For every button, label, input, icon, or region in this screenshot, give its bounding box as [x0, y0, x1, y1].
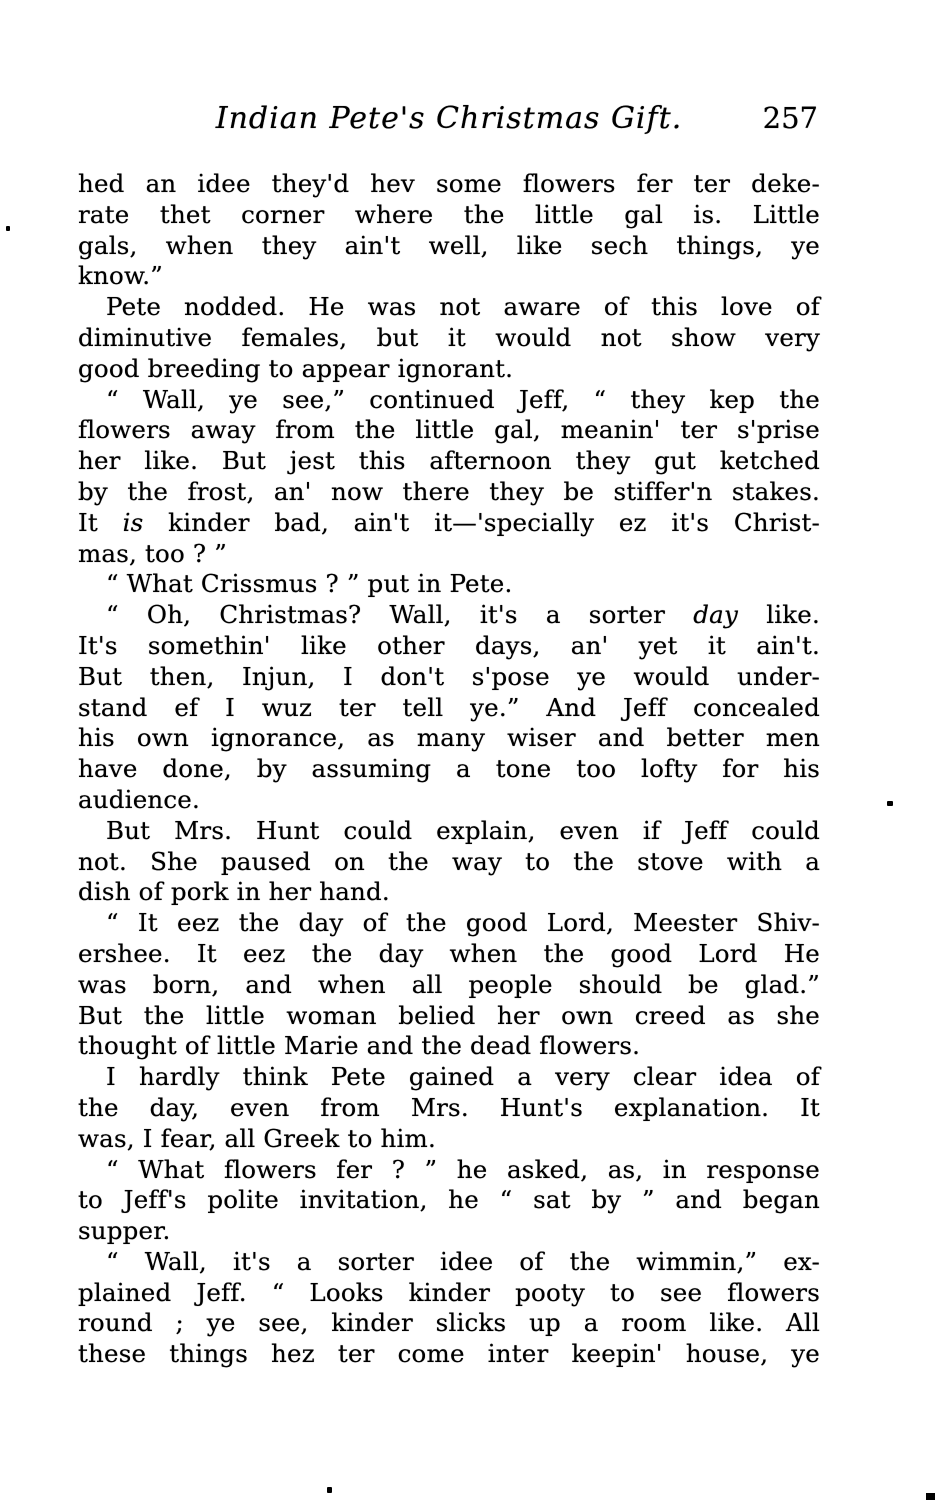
text-line	[78, 200, 820, 231]
text-line	[78, 693, 820, 724]
text-line	[78, 1155, 820, 1186]
text-segment: hed an idee they'd hev some flowers fer ter deke-	[78, 169, 820, 198]
italic-word: day	[693, 600, 739, 630]
text-line	[78, 1093, 820, 1124]
text-segment: kinder bad, ain't it—'specially ez it's Christ-	[143, 507, 821, 537]
text-line	[78, 385, 820, 416]
text-segment: I hardly think Pete gained a very clear idea of	[106, 1062, 820, 1092]
text-line	[78, 877, 820, 908]
text-line	[78, 1001, 820, 1032]
text-line	[78, 539, 820, 570]
text-segment: the day, even from Mrs. Hunt's explanation. It	[78, 1092, 820, 1122]
text-segment: Pete nodded. He was not aware of this love of	[106, 292, 820, 322]
text-line	[78, 939, 820, 970]
text-segment: plained Jeff. “ Looks kinder pooty to see flowers	[78, 1277, 820, 1307]
running-title: Indian Pete's Christmas Gift.	[215, 101, 683, 136]
text-segment: round ; ye see, kinder slicks up a room like. All	[78, 1308, 820, 1338]
text-line	[78, 908, 820, 939]
text-segment: like.	[738, 600, 820, 630]
text-segment: rate thet corner where the little gal is. Little	[78, 199, 820, 229]
text-line	[78, 477, 820, 508]
text-segment: “ It eez the day of the good Lord, Meester Shiv-	[106, 908, 820, 938]
scan-artifact-corner	[926, 1493, 935, 1500]
text-segment: thought of little Marie and the dead flowers.	[78, 1031, 641, 1061]
text-line	[78, 1308, 820, 1339]
text-line	[78, 1216, 820, 1247]
text-line	[78, 446, 820, 477]
text-line	[78, 723, 820, 754]
text-line	[78, 1247, 820, 1278]
text-line	[78, 816, 820, 847]
text-segment: audience.	[78, 784, 200, 814]
text-segment: gals, when they ain't well, like sech things, ye	[78, 230, 820, 260]
text-line	[78, 292, 820, 323]
text-line	[78, 323, 820, 354]
text-segment: “ What flowers fer ? ” he asked, as, in response	[106, 1154, 820, 1184]
text-segment: stand ef I wuz ter tell ye.” And Jeff concealed	[78, 692, 820, 722]
ink-speck-bottom	[327, 1487, 332, 1493]
text-segment: “ Oh, Christmas? Wall, it's a sorter	[106, 600, 694, 630]
text-segment: supper.	[78, 1216, 171, 1246]
text-segment: flowers away from the little gal, meanin' ter s'prise	[78, 415, 820, 445]
text-line	[78, 847, 820, 878]
italic-word: is	[122, 507, 144, 537]
text-line	[78, 1124, 820, 1155]
text-line	[78, 231, 820, 262]
text-line	[78, 631, 820, 662]
text-segment: his own ignorance, as many wiser and better men	[78, 723, 820, 753]
text-segment: was, I fear, all Greek to him.	[78, 1123, 436, 1153]
text-segment: ershee. It eez the day when the good Lord He	[78, 938, 820, 968]
text-segment: It	[78, 507, 123, 537]
text-line	[78, 1031, 820, 1062]
text-segment: dish of pork in her hand.	[78, 877, 390, 907]
text-line	[78, 169, 820, 200]
text-line	[78, 754, 820, 785]
text-segment: mas, too ? ”	[78, 538, 227, 568]
text-segment: good breeding to appear ignorant.	[78, 353, 514, 383]
text-line	[78, 1278, 820, 1309]
text-segment: It's somethin' like other days, an' yet it ain't.	[78, 630, 820, 660]
text-segment: “ Wall, it's a sorter idee of the wimmin,” ex-	[106, 1246, 820, 1276]
page-number: 257	[762, 101, 818, 135]
text-line	[78, 970, 820, 1001]
text-segment: have done, by assuming a tone too lofty for his	[78, 754, 820, 784]
text-line	[78, 261, 820, 292]
text-line	[78, 569, 820, 600]
page-header	[78, 101, 820, 141]
text-line	[78, 508, 820, 539]
text-segment: But the little woman belied her own creed as she	[78, 1000, 820, 1030]
text-line	[78, 354, 820, 385]
text-segment: to Jeff's polite invitation, he “ sat by ” and began	[78, 1185, 820, 1215]
text-segment: diminutive females, but it would not show very	[78, 322, 820, 352]
text-segment: “ What Crissmus ? ” put in Pete.	[106, 569, 513, 599]
text-segment: by the frost, an' now there they be stiffer'n stakes.	[78, 476, 820, 506]
text-line	[78, 1062, 820, 1093]
text-line	[78, 1339, 820, 1370]
text-segment: her like. But jest this afternoon they gut ketched	[78, 446, 820, 476]
text-segment: these things hez ter come inter keepin' house, ye	[78, 1339, 820, 1369]
ink-speck-left-margin	[6, 226, 10, 231]
text-line	[78, 662, 820, 693]
text-line	[78, 785, 820, 816]
text-segment: But then, Injun, I don't s'pose ye would under-	[78, 661, 820, 691]
text-segment: know.”	[78, 261, 163, 291]
text-line	[78, 415, 820, 446]
ink-speck-right-margin	[887, 801, 893, 806]
text-line	[78, 1185, 820, 1216]
text-segment: But Mrs. Hunt could explain, even if Jeff could	[106, 815, 820, 845]
text-segment: “ Wall, ye see,” continued Jeff, “ they kep the	[106, 384, 820, 414]
text-segment: was born, and when all people should be glad.”	[78, 969, 820, 999]
page-text	[78, 169, 820, 1370]
text-line	[78, 600, 820, 631]
text-segment: not. She paused on the way to the stove with a	[78, 846, 820, 876]
